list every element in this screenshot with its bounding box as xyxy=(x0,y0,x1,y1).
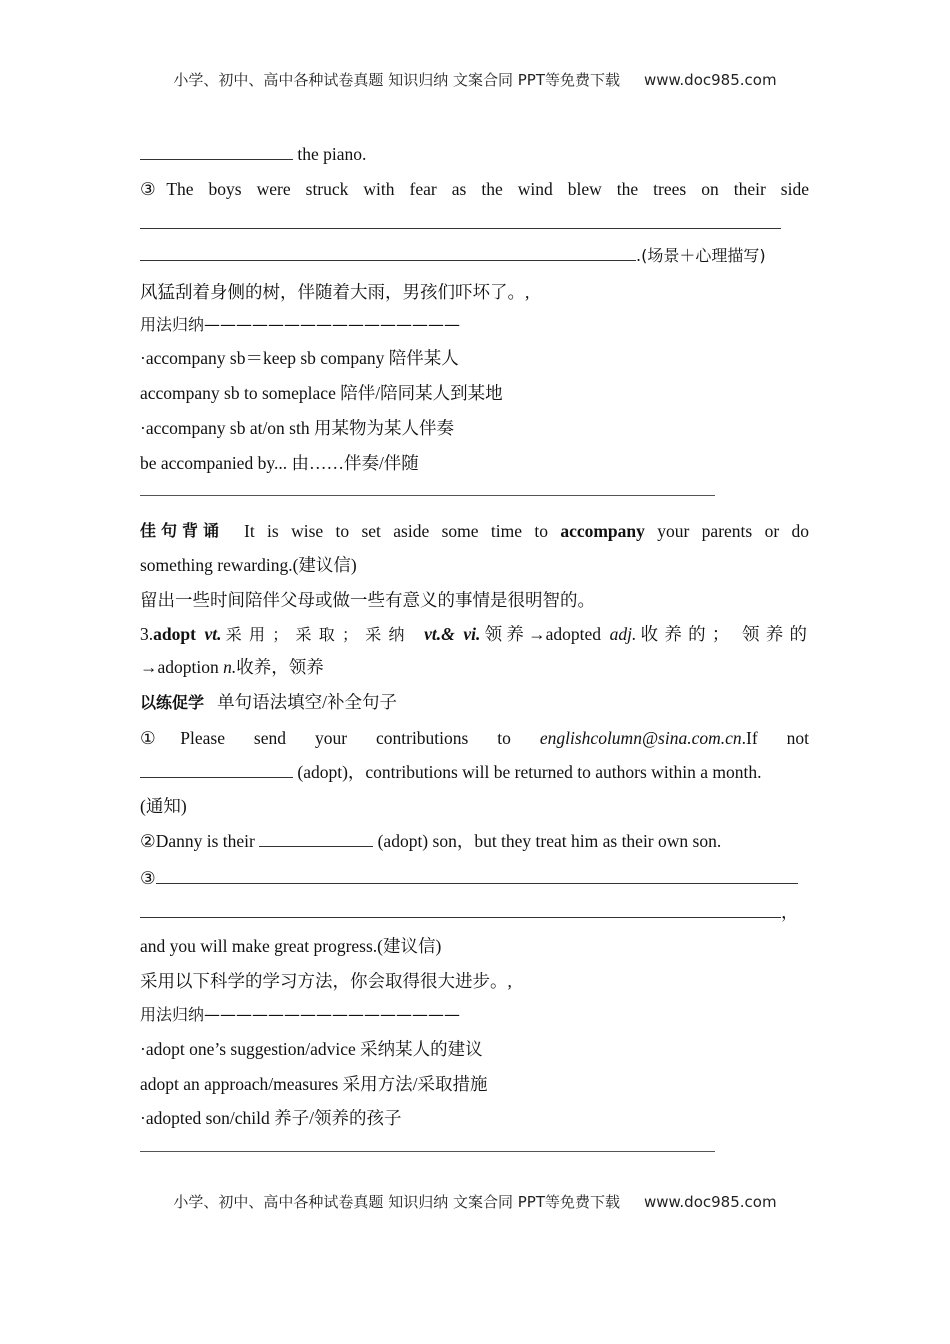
question-3: ③The boys were struck with fear as the wind blew the trees on their side xyxy=(140,179,809,199)
t: (adopt)，contributions will be returned to authors within a month. xyxy=(293,762,762,782)
usage-item: ·adopt one’s suggestion/advice 采纳某人的建议 xyxy=(140,1039,483,1059)
usage-item: accompany sb to someplace 陪伴/陪同某人到某地 xyxy=(140,383,503,403)
q3-chinese: 风猛刮着身侧的树，伴随着大雨，男孩们吓坏了。, xyxy=(140,282,530,302)
keyword: accompany xyxy=(560,521,645,541)
practice-1-cont xyxy=(140,761,809,783)
t: ， xyxy=(781,902,799,922)
t: 收养的； 领养的 xyxy=(636,624,809,644)
t: ③ xyxy=(140,868,156,888)
answer-blank[interactable] xyxy=(140,143,293,160)
t: ②Danny is their xyxy=(140,831,260,851)
usage-item: ·accompany sb at/on sth 用某物为某人伴奏 xyxy=(140,418,454,438)
answer-blank[interactable] xyxy=(156,867,798,884)
answer-blank[interactable] xyxy=(259,830,373,847)
text: It is wise to set aside some time to xyxy=(244,521,561,541)
t: 采用；采取；采纳 xyxy=(221,625,425,644)
footer-url: www.doc985.com xyxy=(643,1193,777,1211)
usage-item: be accompanied by... 由……伴奏/伴随 xyxy=(140,453,419,473)
t: vt. xyxy=(195,624,222,644)
header-url: www.doc985.com xyxy=(643,71,777,89)
answer-blank[interactable] xyxy=(140,244,636,261)
t: adopt xyxy=(153,624,196,644)
answer-blank[interactable] xyxy=(140,901,781,918)
practice-3 xyxy=(140,867,809,889)
answer-blank[interactable] xyxy=(140,212,781,229)
good-sentence xyxy=(140,520,809,542)
t: vt.& vi. xyxy=(424,624,481,644)
usage-title: 用法归纳———————————————— xyxy=(140,315,461,334)
usage-item: ·accompany sb＝keep sb company 陪伴某人 xyxy=(140,348,459,368)
text: your parents or do xyxy=(644,521,809,541)
entry-adopt xyxy=(140,623,809,646)
practice-3-cn: 采用以下科学的学习方法，你会取得很大进步。, xyxy=(140,971,512,991)
t: →adoption xyxy=(140,657,224,677)
good-sentence-cont: something rewarding.(建议信) xyxy=(140,555,357,575)
usage-item: adopt an approach/measures 采用方法/采取措施 xyxy=(140,1074,488,1094)
t: ①Please send your contributions to xyxy=(140,728,511,748)
t: 3. xyxy=(140,624,154,644)
t: 收养，领养 xyxy=(236,657,324,677)
header-text: 小学、初中、高中各种试卷真题 知识归纳 文案合同 PPT等免费下载 xyxy=(173,71,620,89)
page-footer xyxy=(0,1191,950,1212)
usage-title: 用法归纳———————————————— xyxy=(140,1005,461,1024)
practice-3-cont xyxy=(140,901,809,923)
line-piano xyxy=(140,143,809,165)
divider xyxy=(140,1151,715,1152)
practice-heading xyxy=(140,691,809,714)
t: 单句语法填空/补全句子 xyxy=(217,692,398,712)
practice-1 xyxy=(140,727,809,749)
label: 佳句背诵 xyxy=(140,521,225,540)
t: 领养→adopted xyxy=(480,624,610,644)
entry-adopt-2 xyxy=(140,656,809,678)
page-header xyxy=(0,69,950,90)
usage-item: ·adopted son/child 养子/领养的孩子 xyxy=(140,1108,402,1128)
t: (adopt) son，but they treat him as their own son. xyxy=(373,831,722,851)
practice-3-tail: and you will make great progress.(建议信) xyxy=(140,936,442,956)
label: 以练促学 xyxy=(140,693,205,712)
good-sentence-cn: 留出一些时间陪伴父母或做一些有意义的事情是很明智的。 xyxy=(140,590,595,610)
sentence xyxy=(244,520,809,542)
answer-blank[interactable] xyxy=(140,761,293,778)
practice-1-tag: (通知) xyxy=(140,796,187,816)
line-blank xyxy=(140,212,809,234)
email: englishcolumn@sina.com.cn xyxy=(539,728,742,748)
tag: .(场景＋心理描写) xyxy=(636,246,766,265)
divider xyxy=(140,495,715,496)
text: the piano. xyxy=(297,144,367,164)
t: adj. xyxy=(609,624,637,644)
footer-text: 小学、初中、高中各种试卷真题 知识归纳 文案合同 PPT等免费下载 xyxy=(173,1193,620,1211)
practice-2 xyxy=(140,830,809,852)
line-blank-tag xyxy=(140,244,809,267)
t: n. xyxy=(223,657,237,677)
t: .If not xyxy=(741,728,809,748)
